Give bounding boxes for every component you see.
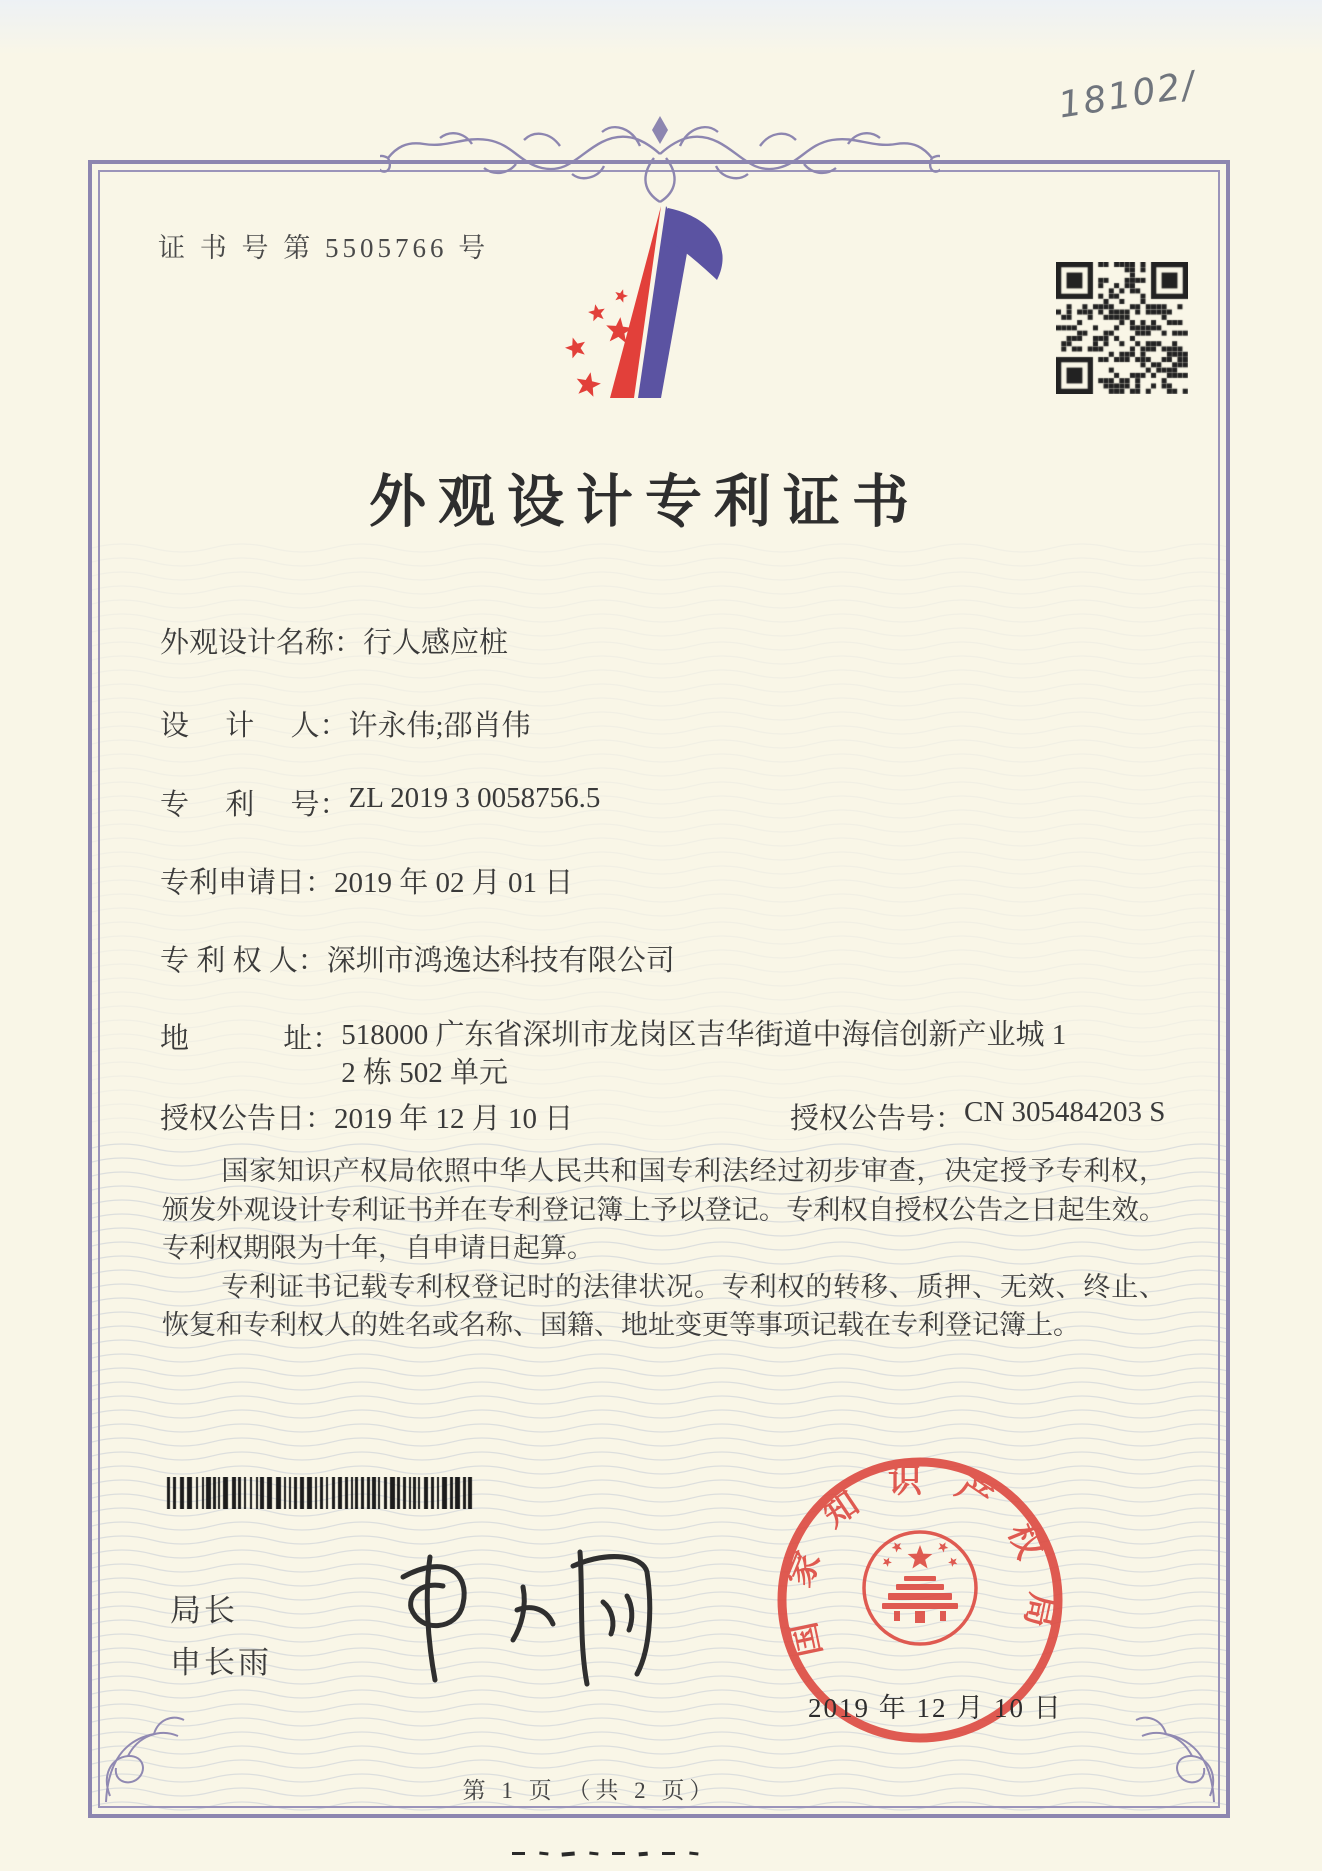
field-row-design-name [160, 620, 1172, 661]
field-row-patentee [160, 938, 1172, 979]
barcode [165, 1477, 477, 1509]
design-name-label: 外观设计名称： [160, 627, 364, 659]
national-emblem-icon [864, 1532, 976, 1644]
certificate-number: 证 书 号 第 5505766 号 [158, 233, 490, 263]
field-row-designer [160, 703, 1172, 744]
field-row-filing-date [160, 860, 1172, 901]
qr-code [1056, 262, 1188, 394]
seal-ring-text: 国家知识产权局 [779, 1462, 1061, 1660]
field-row-address [160, 1016, 1172, 1092]
patent-no-label: 专 利 号： [160, 789, 349, 821]
patentee-value: 深圳市鸿逸达科技有限公司 [326, 945, 675, 977]
address-line-1: 518000 广东省深圳市龙岗区吉华街道中海信创新产业城 1 [341, 1019, 1067, 1051]
design-name-value: 行人感应桩 [363, 627, 509, 659]
grant-date-label: 授权公告日： [160, 1103, 335, 1135]
designer-value: 许永伟;邵肖伟 [348, 710, 531, 742]
scan-artifact-top [0, 0, 1322, 55]
filing-date-label: 专利申请日： [160, 867, 335, 899]
director-title-label: 局长 [170, 1593, 238, 1628]
director-name: 申长雨 [170, 1645, 272, 1680]
handwritten-annotation: 18102/ [1055, 64, 1200, 127]
body-text [162, 1152, 1166, 1345]
address-value [341, 1016, 1066, 1092]
patent-no-value: ZL 2019 3 0058756.5 [348, 782, 601, 814]
corner-flourish-icon [1132, 1692, 1222, 1807]
body-paragraph-2: 专利证书记载专利权登记时的法律状况。专利权的转移、质押、无效、终止、恢复和专利权人的姓名或名称、国籍、地址变更等事项记载在专利登记簿上。 [162, 1271, 1166, 1340]
footer-page-number: 第 1 页 （共 2 页） [462, 1778, 718, 1803]
field-row-grant [160, 1096, 1172, 1137]
page-title: 外观设计专利证书 [369, 471, 921, 534]
top-flourish-ornament-icon [380, 96, 940, 208]
director-signature-icon [375, 1532, 665, 1704]
address-label: 地 址： [160, 1023, 342, 1055]
patentee-label: 专 利 权 人： [160, 945, 327, 977]
address-line-2: 2 栋 502 单元 [341, 1057, 509, 1089]
corner-flourish-icon [98, 1692, 188, 1807]
field-row-patent-no [160, 782, 1172, 823]
grant-date-value: 2019 年 12 月 10 日 [334, 1103, 574, 1135]
seal-date: 2019 年 12 月 10 日 [808, 1693, 1063, 1723]
designer-label: 设 计 人： [160, 710, 349, 742]
cnipa-logo-icon [455, 200, 745, 412]
grant-no-label: 授权公告号： [790, 1103, 965, 1135]
cut-off-text-fragment [512, 1852, 732, 1863]
body-paragraph-1: 国家知识产权局依照中华人民共和国专利法经过初步审查，决定授予专利权，颁发外观设计专利证书并在专利登记簿上予以登记。专利权自授权公告之日起生效。专利权期限为十年，自申请日起算。 [162, 1156, 1166, 1263]
grant-no-value: CN 305484203 S [964, 1096, 1166, 1128]
filing-date-value: 2019 年 02 月 01 日 [334, 867, 574, 899]
